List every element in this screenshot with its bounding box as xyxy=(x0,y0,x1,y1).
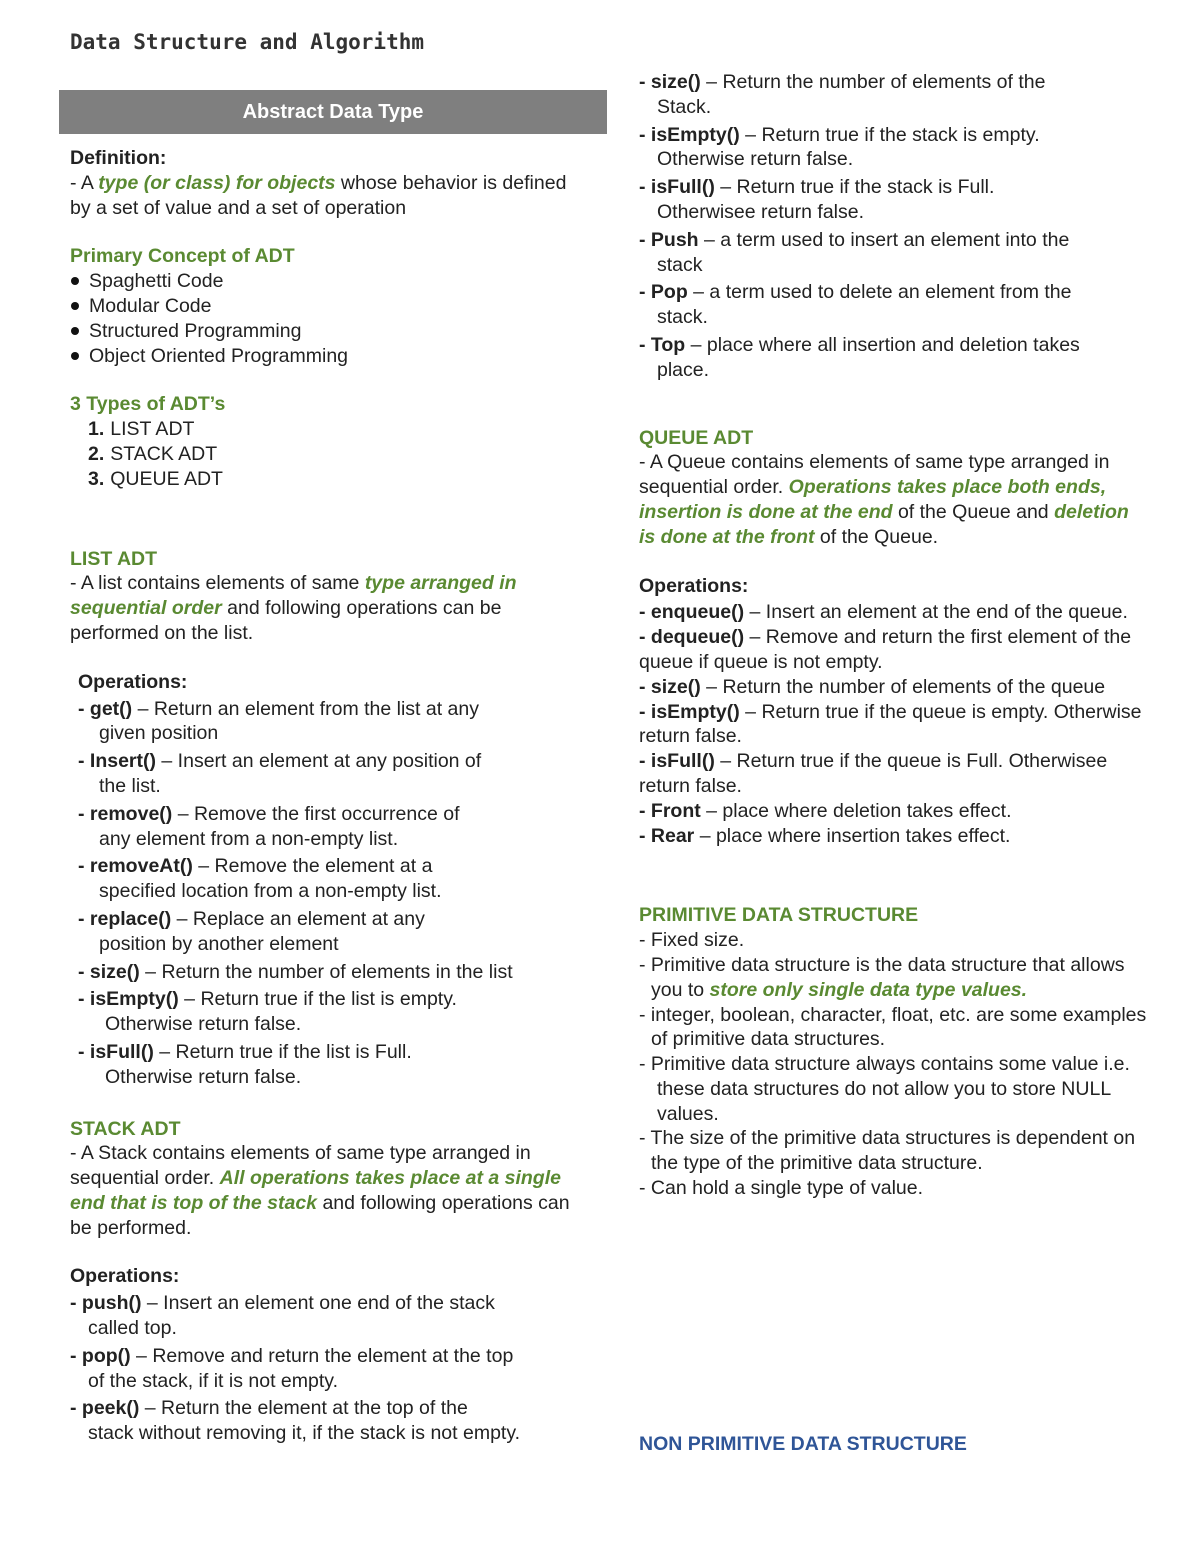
list-item-text: Spaghetti Code xyxy=(89,270,224,293)
queue-op-isempty xyxy=(639,700,1149,750)
op-name: - Insert() xyxy=(78,750,156,773)
primitive-line-3: - integer, boolean, character, float, etc. are some examples of primitive data structures. xyxy=(639,1003,1147,1051)
queue-adt-emphasis-2: deletion is done at the front xyxy=(639,500,1129,548)
list-item xyxy=(70,344,570,369)
op-desc: – Remove the first occurrence of xyxy=(172,802,460,825)
op-desc-cont: of the stack, if it is not empty. xyxy=(88,1369,338,1392)
stack-op-size xyxy=(639,70,1149,120)
queue-adt-emphasis-1: Operations takes place both ends, insertion is done at the end xyxy=(639,476,1107,523)
primitive-line-6: - Can hold a single type of value. xyxy=(639,1177,924,1200)
op-desc: – Remove and return the first element of the queue if queue is not empty. xyxy=(639,626,1132,673)
op-desc-cont: place. xyxy=(657,358,710,381)
op-name: - removeAt() xyxy=(78,855,193,878)
op-desc-cont: Stack. xyxy=(657,95,712,118)
stack-op-push xyxy=(70,1291,570,1341)
op-desc: – place where deletion takes effect. xyxy=(700,799,1012,822)
definition-emphasis: type (or class) for objects xyxy=(98,171,336,194)
non-primitive-heading: NON PRIMITIVE DATA STRUCTURE xyxy=(639,1433,967,1455)
queue-term-front xyxy=(639,799,1149,824)
primitive-emphasis: store only single data type values. xyxy=(709,978,1028,1001)
stack-adt-pre: - A Stack contains elements of same type arranged in sequential order. xyxy=(70,1142,531,1190)
op-name: - replace() xyxy=(78,907,172,930)
queue-op-dequeue xyxy=(639,625,1149,675)
stack-term-pop xyxy=(639,280,1149,330)
op-desc: – Return true if the stack is Full. xyxy=(714,176,995,199)
op-desc: – Return true if the list is Full. xyxy=(153,1040,412,1063)
op-name: - enqueue() xyxy=(639,601,745,624)
list-op-replace xyxy=(78,907,570,957)
op-name: - pop() xyxy=(70,1344,131,1367)
op-name: - remove() xyxy=(78,802,173,825)
list-op-removeat xyxy=(78,854,570,904)
stack-adt-post: and following operations can be performed. xyxy=(70,1191,570,1239)
op-desc-cont: Otherwise return false. xyxy=(105,1013,302,1036)
primitive-line-2-pre: - Primitive data structure is the data structure that allows you to xyxy=(639,953,1125,1001)
list-adt-emphasis: type arranged in sequential order xyxy=(70,572,517,620)
definition-pre: - A xyxy=(70,171,99,194)
bullet-icon xyxy=(71,302,79,310)
primitive-line-4: - Primitive data structure always contains some value i.e. these data structures do not allow you to store NULL values. xyxy=(639,1053,1130,1125)
op-desc: – a term used to delete an element from the xyxy=(687,281,1072,304)
primitive-line-2 xyxy=(639,953,1149,1003)
op-desc: – Insert an element at any position of xyxy=(156,750,482,773)
op-desc: – Remove the element at a xyxy=(192,855,433,878)
primitive-heading: PRIMITIVE DATA STRUCTURE xyxy=(639,904,919,927)
op-name: - peek() xyxy=(70,1397,140,1420)
left-column xyxy=(70,146,570,1449)
primitive-line-1: - Fixed size. xyxy=(639,929,745,952)
stack-term-top xyxy=(639,333,1149,383)
op-name: - size() xyxy=(639,675,701,698)
list-op-size xyxy=(78,960,570,985)
op-desc-cont: specified location from a non-empty list. xyxy=(99,880,442,903)
list-item-text: Structured Programming xyxy=(89,319,302,342)
op-desc: – Return an element from the list at any xyxy=(132,697,479,720)
definition-post: whose behavior is defined by a set of value and a set of operation xyxy=(70,171,567,219)
op-desc: – Return the element at the top of the xyxy=(139,1397,468,1420)
list-operations-label: Operations: xyxy=(78,670,188,693)
op-desc-cont: position by another element xyxy=(99,932,339,955)
op-desc: – Insert an element at the end of the queue. xyxy=(744,601,1128,624)
right-column xyxy=(639,70,1149,1455)
bullet-icon xyxy=(71,352,79,360)
list-item-text: QUEUE ADT xyxy=(110,467,223,490)
list-item xyxy=(70,319,570,344)
op-desc: – Replace an element at any xyxy=(171,907,425,930)
op-name: - Top xyxy=(639,333,686,356)
op-desc-cont: Otherwise return false. xyxy=(105,1065,302,1088)
op-name: - Rear xyxy=(639,824,695,847)
stack-operations-label: Operations: xyxy=(70,1265,180,1288)
definition-label: Definition: xyxy=(70,147,167,169)
list-item-text: Object Oriented Programming xyxy=(89,344,349,367)
document-title: Data Structure and Algorithm xyxy=(70,30,425,54)
op-desc-cont: Otherwise return false. xyxy=(657,148,854,171)
op-name: - size() xyxy=(639,71,701,93)
op-desc: – Return true if the list is empty. xyxy=(178,988,457,1011)
op-desc: – Return true if the stack is empty. xyxy=(739,123,1040,146)
list-op-insert xyxy=(78,749,570,799)
primitive-line-5: - The size of the primitive data structures is dependent on the type of the primitive data structure. xyxy=(639,1127,1136,1175)
list-item xyxy=(88,417,570,442)
op-desc-cont: the list. xyxy=(99,774,161,797)
primary-concept-list xyxy=(70,269,570,368)
list-item-text: LIST ADT xyxy=(110,418,195,441)
list-item-text: STACK ADT xyxy=(110,442,218,465)
queue-adt-heading: QUEUE ADT xyxy=(639,426,754,449)
queue-op-size xyxy=(639,675,1149,700)
queue-adt-post: of the Queue. xyxy=(814,525,939,548)
list-operations xyxy=(70,670,570,1090)
list-item xyxy=(88,442,570,467)
op-name: - size() xyxy=(78,960,140,983)
op-name: - isEmpty() xyxy=(639,123,740,146)
list-number: 1. xyxy=(88,418,105,441)
list-number: 3. xyxy=(88,467,105,490)
op-name: - isFull() xyxy=(639,176,715,199)
op-name: - isEmpty() xyxy=(639,700,740,723)
op-name: - Push xyxy=(639,228,699,251)
stack-op-pop xyxy=(70,1344,570,1394)
op-name: - dequeue() xyxy=(639,626,745,649)
queue-operations-label: Operations: xyxy=(639,574,749,597)
op-desc: – Insert an element one end of the stack xyxy=(141,1292,495,1315)
op-desc: – Return the number of elements of the xyxy=(700,71,1046,93)
op-desc: – place where all insertion and deletion takes xyxy=(685,333,1080,356)
list-item xyxy=(70,294,570,319)
op-desc: – a term used to insert an element into the xyxy=(698,228,1070,251)
queue-adt-mid: of the Queue and xyxy=(892,500,1055,523)
op-desc: – Return the number of elements in the list xyxy=(139,960,513,983)
list-adt-post: and following operations can be performed on the list. xyxy=(70,597,502,644)
op-desc-cont: given position xyxy=(99,722,219,745)
op-desc: – Return the number of elements of the queue xyxy=(700,675,1106,698)
types-list xyxy=(70,417,570,491)
op-desc-cont: any element from a non-empty list. xyxy=(99,827,399,850)
list-adt-heading: LIST ADT xyxy=(70,547,158,570)
op-desc-cont: stack. xyxy=(657,306,708,329)
op-name: - isFull() xyxy=(78,1040,154,1063)
stack-term-push xyxy=(639,228,1149,278)
primary-concept-heading: Primary Concept of ADT xyxy=(70,245,295,268)
stack-op-isempty xyxy=(639,123,1149,173)
stack-adt-heading: STACK ADT xyxy=(70,1117,181,1140)
list-item xyxy=(70,269,570,294)
section-banner: Abstract Data Type xyxy=(59,90,607,134)
queue-op-isfull xyxy=(639,749,1149,799)
list-op-get xyxy=(78,697,570,747)
stack-adt-emphasis: All operations takes place at a single end that is top of the stack xyxy=(70,1167,561,1214)
list-item-text: Modular Code xyxy=(89,294,212,317)
list-item xyxy=(88,467,570,492)
op-desc: – place where insertion takes effect. xyxy=(694,824,1011,847)
bullet-icon xyxy=(71,277,79,285)
op-desc: – Return true if the queue is Full. Otherwisee return false. xyxy=(639,750,1108,797)
op-desc-cont: stack without removing it, if the stack is not empty. xyxy=(88,1422,521,1445)
types-heading: 3 Types of ADT’s xyxy=(70,393,226,416)
list-op-isfull xyxy=(78,1040,570,1090)
stack-adt-description xyxy=(70,1141,570,1240)
queue-op-enqueue xyxy=(639,600,1149,625)
op-desc: – Remove and return the element at the top xyxy=(130,1344,514,1367)
stack-op-peek xyxy=(70,1396,570,1446)
op-desc: – Return true if the queue is empty. Otherwise return false. xyxy=(639,700,1142,748)
op-desc-cont: called top. xyxy=(88,1317,177,1340)
op-name: - isEmpty() xyxy=(78,988,179,1011)
bullet-icon xyxy=(71,327,79,335)
list-adt-description xyxy=(70,571,570,645)
op-name: - get() xyxy=(78,697,133,720)
op-name: - Pop xyxy=(639,281,688,304)
list-op-remove xyxy=(78,802,570,852)
list-op-isempty xyxy=(78,987,570,1037)
op-name: - push() xyxy=(70,1292,142,1315)
stack-op-isfull xyxy=(639,175,1149,225)
queue-adt-description xyxy=(639,450,1149,549)
op-desc-cont: stack xyxy=(657,253,703,276)
op-name: - isFull() xyxy=(639,750,715,773)
list-number: 2. xyxy=(88,442,105,465)
queue-term-rear xyxy=(639,824,1149,849)
queue-adt-pre: - A Queue contains elements of same type arranged in sequential order. xyxy=(639,451,1110,499)
definition-text xyxy=(70,171,570,221)
op-name: - Front xyxy=(639,799,701,822)
op-desc-cont: Otherwisee return false. xyxy=(657,200,865,223)
list-adt-pre: - A list contains elements of same xyxy=(70,572,365,595)
